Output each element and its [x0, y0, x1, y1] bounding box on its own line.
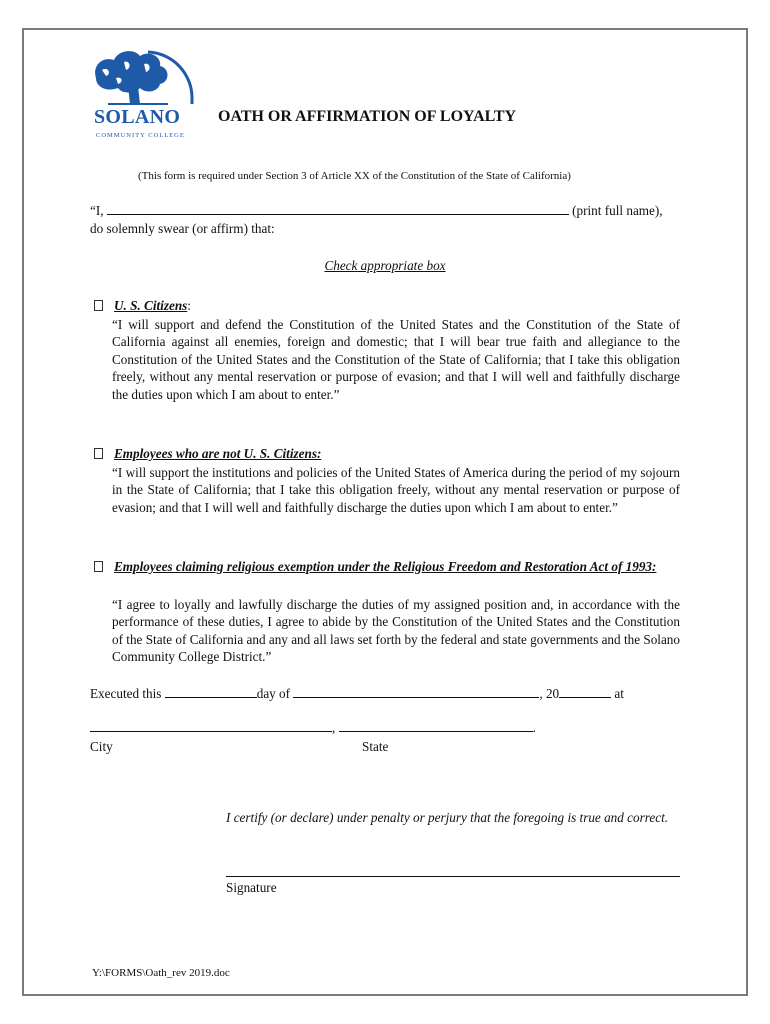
executed-month-field[interactable] [293, 686, 539, 698]
tree-logo-icon [88, 48, 198, 108]
executed-year-label: , 20 [539, 686, 560, 701]
oath-text-religious-exemption: “I agree to loyally and lawfully discharge the duties of my assigned position and, in accordance with the performance of these duties, I agree to abide by the Constitution of the United States and the Constitution of the State of California and any and all laws set forth by the federal and state governments and the Solano Community College District.” [112, 597, 680, 665]
signature-label: Signature [226, 880, 277, 895]
intro-line-2: do solemnly swear (or affirm) that: [90, 221, 275, 236]
state-label: State [362, 739, 389, 754]
period: . [532, 720, 536, 735]
state-field[interactable] [339, 720, 533, 732]
option-heading-punct: : [187, 298, 191, 313]
option-heading: Employees who are not U. S. Citizens: [114, 446, 322, 461]
option-us-citizens [94, 298, 191, 314]
logo-wordmark: SOLANO [94, 106, 181, 128]
college-logo [88, 48, 198, 148]
checkbox-us-citizens[interactable] [94, 300, 103, 311]
instruction [0, 258, 770, 274]
full-name-field[interactable] [107, 203, 569, 215]
executed-day-label: day of [256, 686, 291, 701]
city-label: City [90, 739, 113, 754]
comma: , [332, 720, 336, 735]
city-state-line [90, 720, 536, 736]
instruction-text: Check appropriate box [324, 258, 446, 273]
option-heading: Employees claiming religious exemption under the Religious Freedom and Restoration Act of 1993: [114, 559, 657, 574]
certification-statement: I certify (or declare) under penalty or perjury that the foregoing is true and correct. [226, 810, 669, 825]
logo-subtitle: COMMUNITY COLLEGE [96, 132, 185, 139]
intro-suffix: (print full name), [572, 203, 663, 218]
file-path-footer: Y:\FORMS\Oath_rev 2019.doc [92, 967, 230, 979]
executed-at-label: at [614, 686, 624, 701]
intro-line [90, 203, 663, 219]
executed-prefix: Executed this [90, 686, 162, 701]
signature-field[interactable] [226, 876, 680, 877]
intro-prefix: “I, [90, 203, 104, 218]
form-subtitle: (This form is required under Section 3 of Article XX of the Constitution of the State of California) [138, 170, 571, 182]
city-field[interactable] [90, 720, 332, 732]
form-title: OATH OR AFFIRMATION OF LOYALTY [218, 108, 517, 125]
oath-text-us-citizens: “I will support and defend the Constitution of the United States and the Constitution of the State of California against all enemies, foreign and domestic; that I will bear true faith and allegiance to the Constitution of the United States and the Constitution of the State of California; that I take this obligation freely, without any mental reservation or purpose of evasion; and that I will well and faithfully discharge the duties upon which I am about to enter.” [112, 317, 680, 402]
oath-text-non-citizens: “I will support the institutions and policies of the United States of America during the period of my sojourn in the State of California; that I take this obligation freely, without any mental reservation or purpose of evasion; and that I will well and faithfully discharge the duties upon which I am about to enter.” [112, 465, 680, 515]
checkbox-religious-exemption[interactable] [94, 561, 103, 572]
option-religious-exemption [94, 558, 680, 575]
executed-day-field[interactable] [165, 686, 257, 698]
checkbox-non-citizens[interactable] [94, 448, 103, 459]
executed-line [90, 686, 624, 702]
option-non-citizens [94, 446, 321, 462]
option-heading: U. S. Citizens [114, 298, 188, 313]
executed-year-field[interactable] [559, 686, 611, 698]
